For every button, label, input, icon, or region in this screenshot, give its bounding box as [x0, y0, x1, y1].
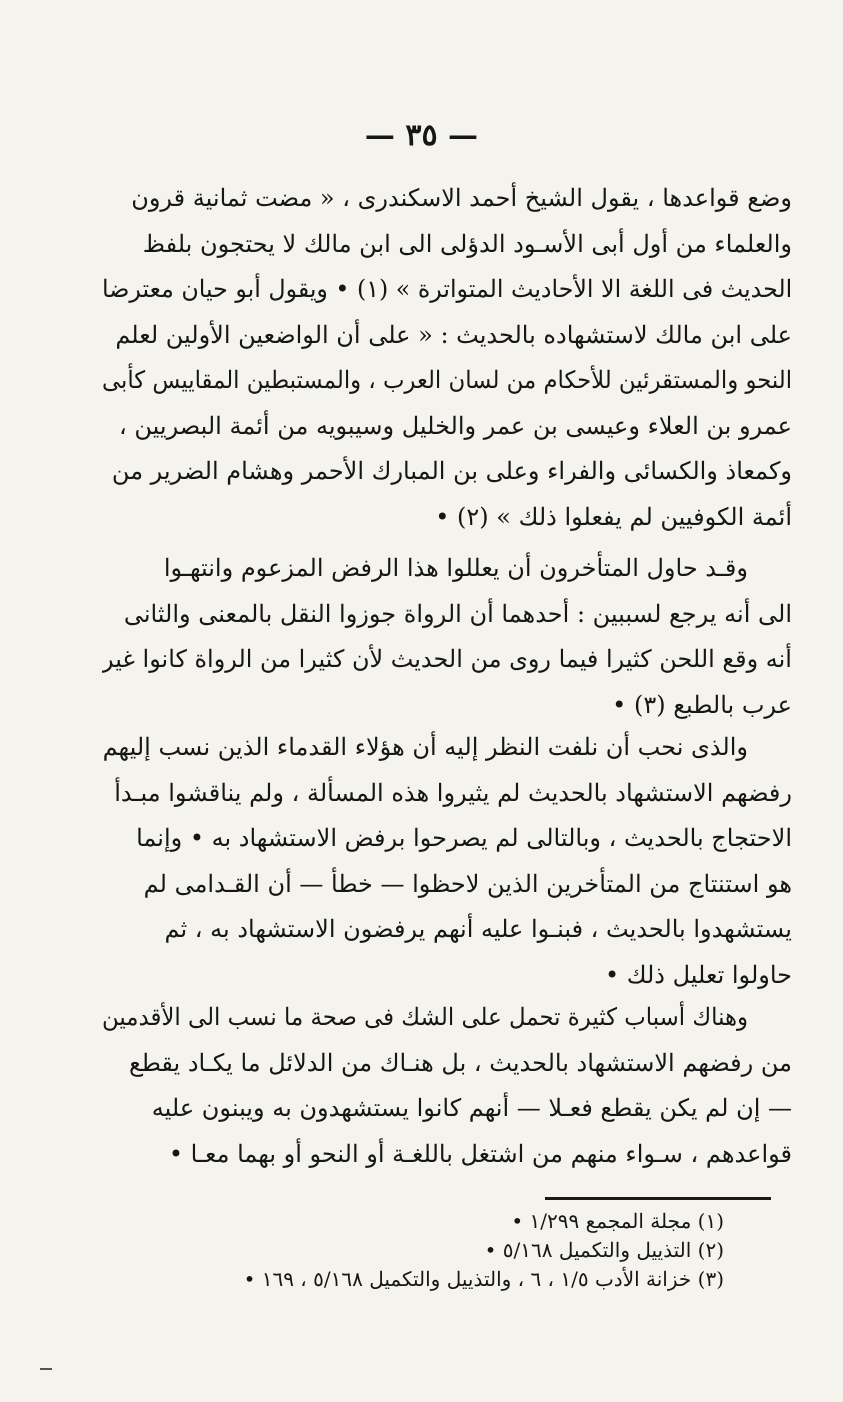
text-line: عرب بالطبع (٣) •	[612, 690, 792, 719]
footnote-divider	[545, 1197, 771, 1200]
paragraph-2	[102, 546, 792, 728]
paragraph-4	[102, 995, 792, 1177]
text-line: رفضهم الاستشهاد بالحديث لم يثيروا هذه المسألة ، ولم يناقشوا مبـدأ	[114, 778, 792, 807]
text-line: الحديث فى اللغة الا الأحاديث المتواترة » (١) • ويقول أبو حيان معترضا	[102, 275, 792, 303]
footnote: (٣) خزانة الأدب ١/٥ ، ٦ ، والتذييل والتكميل ٥/١٦٨ ، ١٦٩ •	[243, 1267, 724, 1291]
text-line: النحو والمستقرئين للأحكام من لسان العرب ، والمستبطين المقاييس كأبى	[102, 366, 792, 394]
text-line: قواعدهم ، سـواء منهم من اشتغل باللغـة أو النحو أو بهما معـا •	[168, 1139, 792, 1168]
text-line: أنه وقع اللحن كثيرا فيما روى من الحديث لأن كثيرا من الرواة كانوا غير	[102, 645, 792, 673]
paragraph-1	[102, 176, 792, 540]
text-line: وهناك أسباب كثيرة تحمل على الشك فى صحة ما نسب الى الأقدمين	[102, 1003, 748, 1031]
text-line: على ابن مالك لاستشهاده بالحديث : « على أن الواضعين الأولين لعلم	[115, 320, 792, 349]
text-line: وضع قواعدها ، يقول الشيخ أحمد الاسكندرى ، « مضت ثمانية قرون	[131, 184, 792, 212]
text-line: أئمة الكوفيين لم يفعلوا ذلك » (٢) •	[435, 502, 792, 531]
footnotes	[102, 1207, 724, 1294]
text-line: والعلماء من أول أبى الأسـود الدؤلى الى ابن مالك لا يحتجون بلفظ	[142, 229, 792, 258]
text-line: هو استنتاج من المتأخرين الذين لاحظوا — خطأ — أن القـدامى لم	[143, 869, 792, 898]
text-line: وكمعاذ والكسائى والفراء وعلى بن المبارك الأحمر وهشام الضرير من	[111, 457, 792, 485]
footnote: (١) مجلة المجمع ١/٢٩٩ •	[511, 1209, 724, 1233]
text-line: الاحتجاج بالحديث ، وبالتالى لم يصرحوا برفض الاستشهاد به • وإنما	[136, 824, 792, 852]
paragraph-3	[102, 725, 792, 998]
text-line: عمرو بن العلاء وعيسى بن عمر والخليل وسيبويه من أئمة البصريين ،	[119, 411, 792, 440]
text-line: الى أنه يرجع لسببين : أحدهما أن الرواة جوزوا النقل بالمعنى والثانى	[123, 599, 792, 628]
text-line: — إن لم يكن يقطع فعـلا — أنهم كانوا يستشهدون به ويبنون عليه	[151, 1094, 792, 1122]
text-line: وقـد حاول المتأخرون أن يعللوا هذا الرفض المزعوم وانتهـوا	[163, 554, 748, 582]
text-line: والذى نحب أن نلفت النظر إليه أن هؤلاء القدماء الذين نسب إليهم	[102, 733, 748, 761]
page-number: — ٣٥ —	[364, 118, 479, 153]
text-line: يستشهدوا بالحديث ، فبنـوا عليه أنهم يرفضون الاستشهاد به ، ثم	[164, 915, 792, 943]
footnote: (٢) التذييل والتكميل ٥/١٦٨ •	[484, 1238, 724, 1262]
text-line: من رفضهم الاستشهاد بالحديث ، بل هنـاك من الدلائل ما يكـاد يقطع	[128, 1048, 792, 1077]
text-line: حاولوا تعليل ذلك •	[604, 960, 792, 989]
scan-edge-mark	[40, 1368, 52, 1370]
